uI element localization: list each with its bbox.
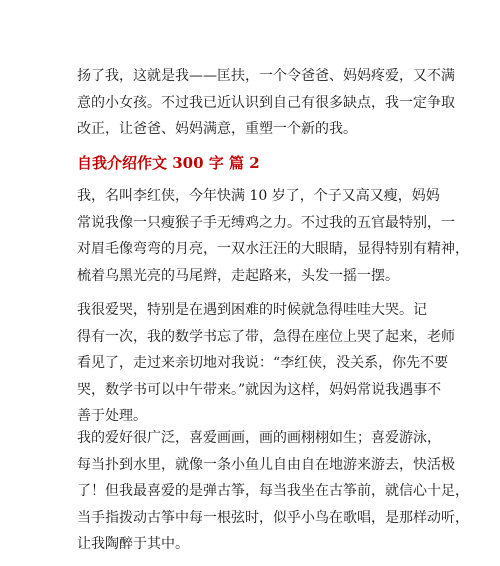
paragraph-crying <box>77 297 455 430</box>
text-line: 得有一次，我的数学书忘了带，急得在座位上哭了起来，老师 <box>77 328 455 345</box>
text-line: 我的爱好很广泛，喜爱画画，画的画栩栩如生；喜爱游泳， <box>77 430 441 446</box>
text-line: 扬了我，这就是我——匡扶，一个令爸爸、妈妈疼爱，又不满 <box>77 68 455 84</box>
text-line: 改正，让爸爸、妈妈满意，重塑一个新的我。 <box>77 121 357 137</box>
text-line: 善于处理。 <box>77 408 147 424</box>
text-line: 每当扑到水里，就像一条小鱼儿自由自在地游来游去，快活极 <box>77 456 455 473</box>
text-line: 对眉毛像弯弯的月亮，一双水汪汪的大眼睛，显得特别有精神， <box>77 241 469 257</box>
text-line: 哭，数学书可以中午带来。”就因为这样，妈妈常说我遇事不 <box>77 381 442 398</box>
intro-paragraph <box>77 63 455 143</box>
section-heading: 自我介绍作文 300 字 篇 2 <box>77 154 260 172</box>
text-line: 我，名叫李红侠，今年快满 10 岁了，个子又高又瘦，妈妈 <box>77 188 440 204</box>
text-line: 了！但我最喜爱的是弹古筝，每当我坐在古筝前，就信心十足， <box>77 483 469 499</box>
text-line: 常说我像一只瘦猴子手无缚鸡之力。不过我的五官最特别，一 <box>77 214 455 231</box>
text-line: 看见了，走过来亲切地对我说：“李红侠，没关系，你先不要 <box>77 355 449 371</box>
text-line: 让我陶醉于其中。 <box>77 536 189 552</box>
paragraph-hobbies <box>77 425 469 558</box>
text-line: 意的小女孩。不过我已近认识到自己有很多缺点，我一定争取 <box>77 94 455 111</box>
text-line: 我很爱哭，特别是在遇到困难的时候就急得哇哇大哭。记 <box>77 302 427 318</box>
paragraph-appearance <box>77 183 469 289</box>
text-line: 梳着乌黑光亮的马尾辫，走起路来，头发一摇一摆。 <box>77 267 399 284</box>
text-line: 当手指拨动古筝中每一根弦时，似乎小鸟在歌唱，是那样动听， <box>77 509 469 526</box>
